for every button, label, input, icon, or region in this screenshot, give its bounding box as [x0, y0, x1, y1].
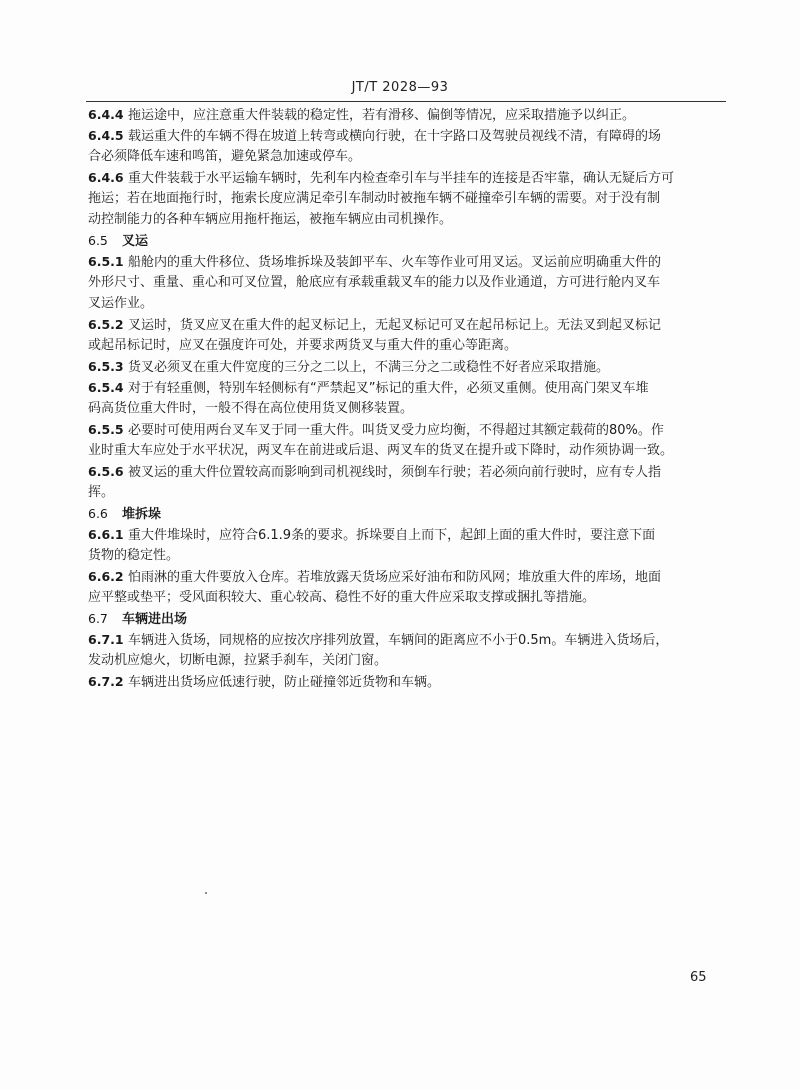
clause-text: 船舱内的重大件移位、货场堆拆垛及装卸平车、火车等作业可用叉运。叉运前应明确重大件的 [128, 255, 662, 270]
clause-text: 被叉运的重大件位置较高而影响到司机视线时，须倒车行驶；若必须向前行驶时，应有专人指 [128, 465, 662, 480]
continuation-line [88, 440, 728, 461]
section-title-text: 堆拆垛 [122, 507, 162, 522]
clause-text: 动控制能力的各种车辆应用拖杆拖运，被拖车辆应由司机操作。 [88, 212, 453, 227]
clause-text: 重大件堆垛时，应符合6.1.9条的要求。拆垛要自上而下，起卸上面的重大件时，要注意下面 [128, 528, 656, 543]
clause-number: 6.5 [88, 233, 108, 248]
continuation-line [88, 398, 728, 419]
clause-number: 6.5.4 [88, 380, 124, 395]
continuation-line [88, 335, 728, 356]
clause-text: 车辆进出货场应低速行驶，防止碰撞邻近货物和车辆。 [128, 675, 441, 690]
clause-text: 发动机应熄火，切断电源，拉紧手刹车，关闭门窗。 [88, 653, 388, 668]
clause-text: 外形尺寸、重量、重心和可叉位置，舱底应有承载重载叉车的能力以及作业通道，方可进行舱内叉车 [88, 275, 661, 290]
clause-number: 6.6.1 [88, 527, 124, 542]
standard-code-header: JT/T 2028—93 [351, 80, 449, 95]
continuation-line [88, 587, 728, 608]
clause-text: 合必须降低车速和鸣笛，避免紧急加速或停车。 [88, 149, 362, 164]
clause-number: 6.5.6 [88, 464, 124, 479]
clause-text: 车辆进入货场，同规格的应按次序排列放置，车辆间的距离应不小于0.5m。车辆进入货场后， [128, 633, 669, 648]
clause-line [88, 104, 728, 125]
clause-number: 6.7 [88, 611, 108, 626]
clause-line [88, 566, 728, 587]
clause-line [88, 377, 728, 398]
continuation-line [88, 188, 728, 209]
continuation-line [88, 650, 728, 671]
clause-text: 挥。 [88, 485, 115, 500]
clause-text: 拖运；若在地面拖行时，拖索长度应满足牵引车制动时被拖车辆不碰撞牵引车辆的需要。对于没有制 [88, 191, 661, 206]
clause-number: 6.7.1 [88, 632, 124, 647]
body-text [88, 104, 728, 692]
section-title-text: 叉运 [122, 234, 149, 249]
clause-number: 6.4.4 [88, 107, 124, 122]
clause-number: 6.5.5 [88, 422, 124, 437]
clause-number: 6.5.1 [88, 254, 124, 269]
clause-line [88, 251, 728, 272]
section-title-text: 车辆进出场 [122, 612, 188, 627]
clause-text: 业时重大车应处于水平状况，两叉车在前进或后退、两叉车的货叉在提升或下降时，动作须协调一致。 [88, 443, 674, 458]
clause-text: 货物的稳定性。 [88, 548, 180, 563]
continuation-line [88, 209, 728, 230]
continuation-line [88, 293, 728, 314]
section-heading [88, 608, 728, 629]
section-heading [88, 503, 728, 524]
clause-text: 重大件装载于水平运输车辆时，先利车内检查牵引车与半挂车的连接是否牢靠，确认无疑后方可 [128, 171, 675, 186]
section-heading [88, 230, 728, 251]
clause-text: 对于有轻重侧，特别车轻侧标有“严禁起叉”标记的重大件，必须叉重侧。使用高门架叉车堆 [128, 381, 649, 396]
page-number: 65 [690, 970, 707, 985]
clause-text: 拖运途中，应注意重大件装载的稳定性，若有滑移、偏倒等情况，应采取措施予以纠正。 [128, 108, 636, 123]
clause-text: 货叉必须叉在重大件宽度的三分之二以上，不满三分之二或稳性不好者应采取措施。 [128, 360, 610, 375]
clause-text: 码高货位重大件时，一般不得在高位使用货叉侧移装置。 [88, 401, 414, 416]
clause-line [88, 314, 728, 335]
clause-text: 叉运作业。 [88, 296, 154, 311]
continuation-line [88, 482, 728, 503]
clause-number: 6.4.5 [88, 128, 124, 143]
continuation-line [88, 146, 728, 167]
continuation-line [88, 545, 728, 566]
clause-line [88, 461, 728, 482]
clause-number: 6.6 [88, 506, 108, 521]
clause-number: 6.7.2 [88, 674, 124, 689]
clause-line [88, 356, 728, 377]
clause-line [88, 419, 728, 440]
header-divider [86, 101, 726, 102]
scan-speck [205, 892, 207, 894]
clause-line [88, 671, 728, 692]
continuation-line [88, 272, 728, 293]
clause-text: 应平整或垫平；受风面积较大、重心较高、稳性不好的重大件应采取支撑或捆扎等措施。 [88, 590, 596, 605]
clause-number: 6.6.2 [88, 569, 124, 584]
clause-number: 6.5.2 [88, 317, 124, 332]
clause-text: 或起吊标记时，应叉在强度许可处，并要求两货叉与重大件的重心等距离。 [88, 338, 518, 353]
clause-line [88, 167, 728, 188]
clause-line [88, 125, 728, 146]
clause-number: 6.5.3 [88, 359, 124, 374]
clause-line [88, 629, 728, 650]
clause-text: 怕雨淋的重大件要放入仓库。若堆放露天货场应采好油布和防风网；堆放重大件的库场，地面 [128, 570, 662, 585]
clause-text: 必要时可使用两台叉车叉于同一重大件。叫货叉受力应均衡，不得超过其额定载荷的80%。作 [128, 423, 664, 438]
clause-text: 叉运时，货叉应叉在重大件的起叉标记上，无起叉标记可叉在起吊标记上。无法叉到起叉标记 [128, 318, 662, 333]
clause-number: 6.4.6 [88, 170, 124, 185]
clause-line [88, 524, 728, 545]
clause-text: 载运重大件的车辆不得在坡道上转弯或横向行驶，在十字路口及驾驶员视线不清，有障碍的场 [128, 129, 662, 144]
